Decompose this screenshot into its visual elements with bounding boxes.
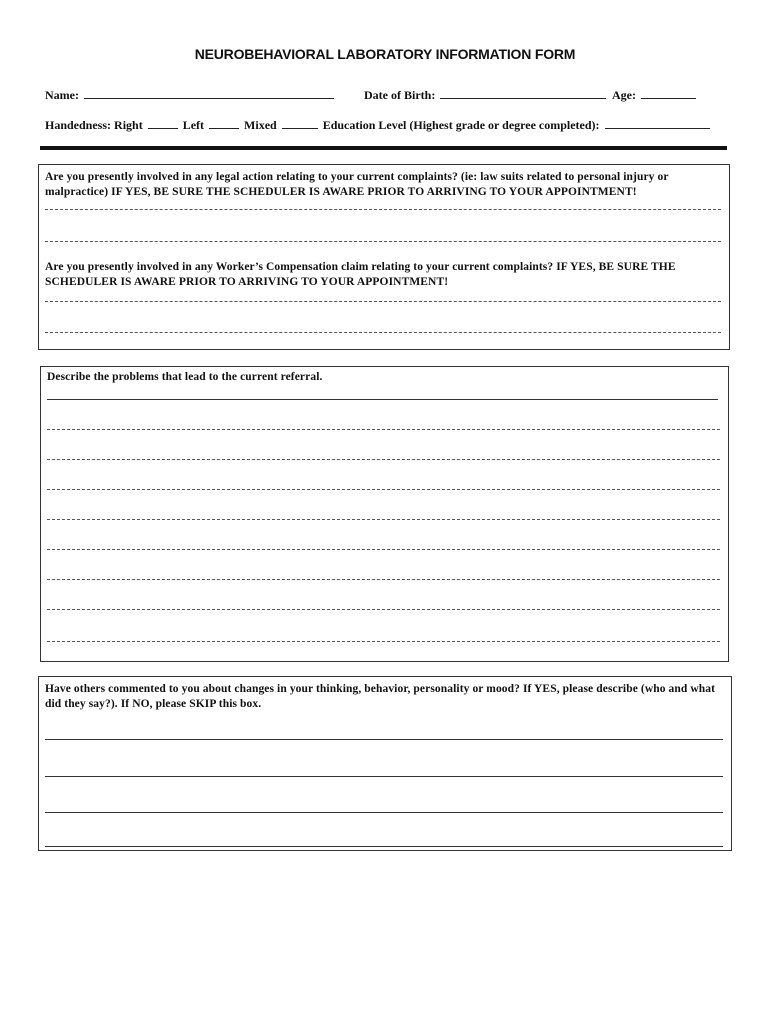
- legal-box: [38, 164, 730, 350]
- others-answer-line[interactable]: [45, 739, 723, 740]
- problems-answer-line[interactable]: [47, 399, 718, 400]
- legal-question: Are you presently involved in any legal action relating to your current complaints? (ie: law suits related to personal injury or malpractice) IF YES, BE SURE THE SCHEDULER IS AWARE PRIOR TO ARRIVING TO YOUR APPOINTMENT!: [45, 171, 669, 198]
- problems-answer-line[interactable]: [47, 429, 720, 430]
- problems-answer-line[interactable]: [47, 519, 720, 520]
- education-field[interactable]: [605, 118, 710, 129]
- problems-answer-line[interactable]: [47, 489, 720, 490]
- form-title: NEUROBEHAVIORAL LABORATORY INFORMATION FORM: [194, 46, 576, 62]
- legal-answer-line[interactable]: [45, 241, 721, 242]
- left-field[interactable]: [209, 118, 239, 129]
- others-answer-line[interactable]: [45, 812, 723, 813]
- others-box: [38, 676, 732, 851]
- problems-answer-line[interactable]: [47, 609, 720, 610]
- workers-comp-answer-line[interactable]: [45, 301, 721, 302]
- problems-answer-line[interactable]: [47, 549, 720, 550]
- legal-answer-line[interactable]: [45, 209, 721, 210]
- workers-comp-answer-line[interactable]: [45, 332, 721, 333]
- others-answer-line[interactable]: [45, 846, 723, 847]
- dob-label: Date of Birth:: [364, 88, 436, 102]
- handedness-label: Handedness:: [45, 118, 112, 132]
- name-field[interactable]: [84, 88, 334, 99]
- dob-field[interactable]: [440, 88, 606, 99]
- education-label: Education Level (Highest grade or degree completed):: [322, 118, 600, 132]
- problems-question: Describe the problems that lead to the current referral.: [47, 371, 323, 383]
- others-question: Have others commented to you about changes in your thinking, behavior, personality or mood? If YES, please describe (who and what did they say?). If NO, please SKIP this box.: [45, 683, 716, 710]
- left-label: Left: [182, 118, 205, 132]
- workers-comp-question: Are you presently involved in any Worker’s Compensation claim relating to your current complaints? IF YES, BE SURE THE SCHEDULER IS AWARE PRIOR TO ARRIVING TO YOUR APPOINTMENT!: [45, 261, 676, 288]
- age-row: [612, 88, 698, 103]
- handedness-row: [45, 118, 712, 133]
- mixed-label: Mixed: [244, 118, 277, 132]
- problems-box: [40, 366, 729, 662]
- right-label: Right: [114, 118, 143, 132]
- name-row: [45, 88, 336, 103]
- others-answer-line[interactable]: [45, 776, 723, 777]
- age-field[interactable]: [641, 88, 696, 99]
- dob-row: [364, 88, 608, 103]
- name-label: Name:: [45, 88, 79, 102]
- age-label: Age:: [612, 88, 636, 102]
- problems-answer-line[interactable]: [47, 459, 720, 460]
- section-divider: [40, 146, 727, 150]
- mixed-field[interactable]: [282, 118, 318, 129]
- right-field[interactable]: [148, 118, 178, 129]
- problems-answer-line[interactable]: [47, 579, 720, 580]
- problems-answer-line[interactable]: [47, 641, 720, 642]
